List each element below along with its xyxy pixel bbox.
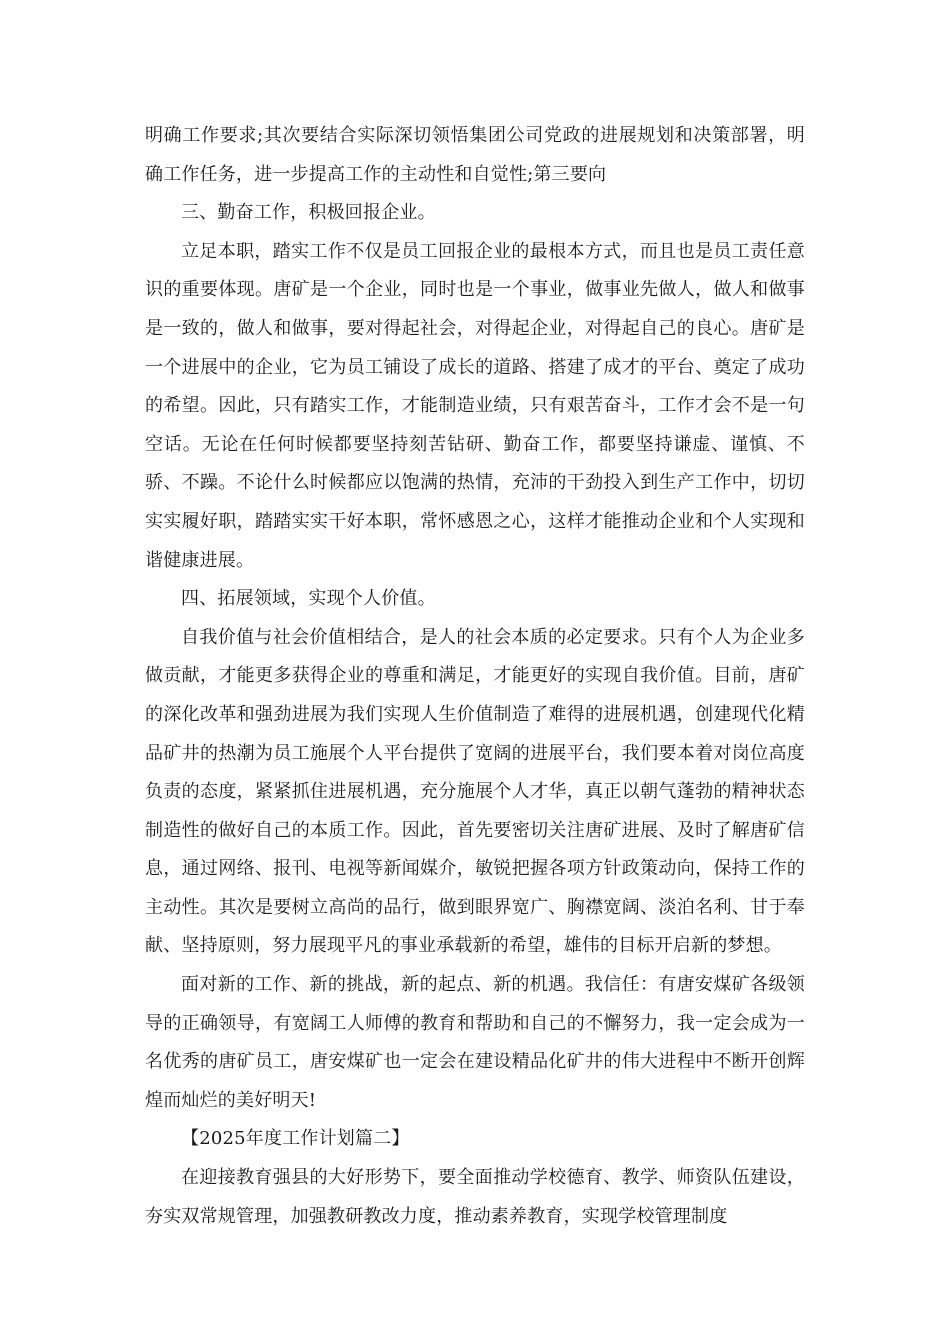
paragraph: 面对新的工作、新的挑战，新的起点、新的机遇。我信任：有唐安煤矿各级领导的正确领导，有宽阔工人师傅的教育和帮助和自己的不懈努力，我一定会成为一名优秀的唐矿员工，唐安煤矿也一定会在建设精品化矿井的伟大进程中不断开创辉煌而灿烂的美好明天! [145, 974, 805, 1111]
article-title: 【2025年度工作计划篇二】 [181, 1128, 410, 1150]
document-body [145, 117, 805, 1236]
paragraph: 自我价值与社会价值相结合，是人的社会本质的必定要求。只有个人为企业多做贡献，才能更多获得企业的尊重和满足，才能更好的实现自我价值。目前，唐矿的深化改革和强劲进展为我们实现人生价值制造了难得的进展机遇，创建现代化精品矿井的热潮为员工施展个人平台提供了宽阔的进展平台，我们要本着对岗位高度负责的态度，紧紧抓住进展机遇，充分施展个人才华，真正以朝气蓬勃的精神状态制造性的做好自己的本质工作。因此，首先要密切关注唐矿进展、及时了解唐矿信息，通过网络、报刊、电视等新闻媒介，敏锐把握各项方针政策动向，保持工作的主动性。其次是要树立高尚的品行，做到眼界宽广、胸襟宽阔、淡泊名利、甘于奉献、坚持原则，努力展现平凡的事业承载新的希望，雄伟的目标开启新的梦想。 [145, 626, 805, 957]
paragraph: 立足本职，踏实工作不仅是员工回报企业的最根本方式，而且也是员工责任意识的重要体现。唐矿是一个企业，同时也是一个事业，做事业先做人，做人和做事是一致的，做人和做事，要对得起社会，对得起企业，对得起自己的良心。唐矿是一个进展中的企业，它为员工铺设了成长的道路、搭建了成才的平台、奠定了成功的希望。因此，只有踏实工作，才能制造业绩，只有艰苦奋斗，工作才会不是一句空话。无论在任何时候都要坚持刻苦钻研、勤奋工作，都要坚持谦虚、谨慎、不骄、不躁。不论什么时候都应以饱满的热情，充沛的干劲投入到生产工作中，切切实实履好职，踏踏实实干好本职，常怀感恩之心，这样才能推动企业和个人实现和谐健康进展。 [145, 240, 805, 571]
section-heading-four: 四、拓展领域，实现个人价值。 [181, 588, 436, 610]
paragraph: 在迎接教育强县的大好形势下，要全面推动学校德育、教学、师资队伍建设，夯实双常规管理，加强教研教改力度，推动素养教育，实现学校管理制度 [145, 1167, 805, 1227]
section-heading-three: 三、勤奋工作，积极回报企业。 [181, 202, 436, 224]
paragraph-continued: 明确工作要求;其次要结合实际深切领悟集团公司党政的进展规划和决策部署，明确工作任务，进一步提高工作的主动性和自觉性;第三要向 [145, 125, 805, 185]
